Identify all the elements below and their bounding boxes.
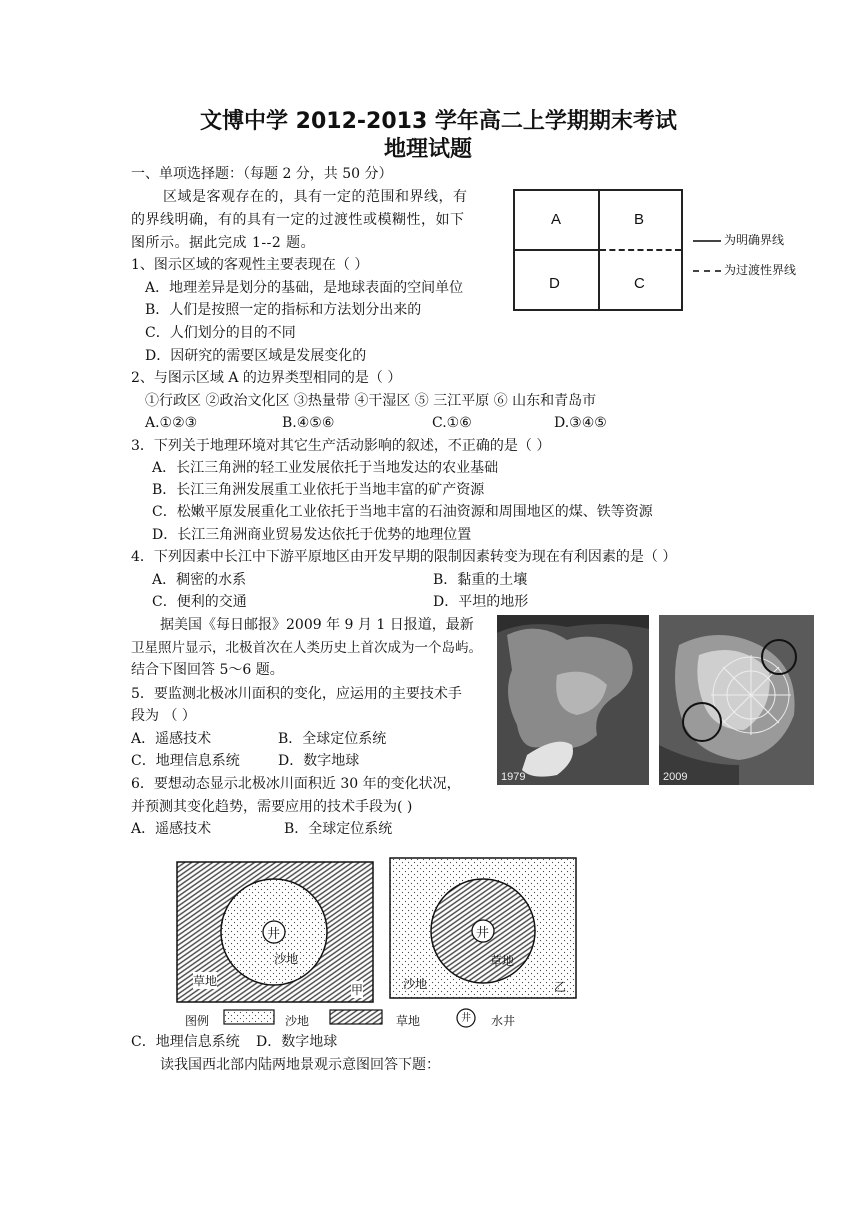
q3-option-d: D．长江三角洲商业贸易发达依托于优势的地理位置 <box>152 527 472 543</box>
q1-option-d: D．因研究的需要区域是发展变化的 <box>145 348 367 364</box>
legend-grass-swatch <box>330 1010 382 1024</box>
exam-subtitle: 地理试题 <box>384 137 473 162</box>
legend-dashed-label: 为过渡性界线 <box>724 263 797 277</box>
legend-sand-swatch <box>224 1010 274 1024</box>
q3-stem: 3．下列关于地理环境对其它生产活动影响的叙述，不正确的是（ ） <box>131 438 551 454</box>
intro2-line: 结合下图回答 5～6 题。 <box>131 662 284 678</box>
jia-inner-label: 沙地 <box>274 952 299 966</box>
region-label-a: A <box>551 211 562 228</box>
yi-well-label: 井 <box>476 926 490 941</box>
q3-option-b: B．长江三角洲发展重工业依托于当地丰富的矿产资源 <box>152 482 485 498</box>
legend-solid-label: 为明确界线 <box>724 233 785 247</box>
q4-option-c: C．便利的交通 <box>152 594 247 610</box>
q1-option-b: B．人们是按照一定的指标和方法划分出来的 <box>145 302 422 318</box>
q4-stem: 4．下列因素中长江中下游平原地区由开发早期的限制因素转变为现在有利因素的是（ ） <box>131 549 677 565</box>
jia-outer-label: 草地 <box>193 974 218 988</box>
q3-option-a: A．长江三角洲的轻工业发展依托于当地发达的农业基础 <box>152 460 499 476</box>
q2-option-a: A.①②③ <box>145 415 198 431</box>
intro1-line: 区域是客观存在的，具有一定的范围和界线，有 <box>163 189 468 205</box>
intro1-line: 的界线明确，有的具有一定的过渡性或模糊性，如下 <box>131 212 465 228</box>
intro2-line: 据美国《每日邮报》2009 年 9 月 1 日报道，最新 <box>160 617 474 633</box>
q5-option-a: A．遥感技术 <box>131 731 212 747</box>
region-diagram <box>513 189 683 311</box>
region-label-d: D <box>549 275 560 292</box>
legend-solid-line <box>693 240 721 242</box>
closing-prompt: 读我国西北部内陆两地景观示意图回答下题： <box>160 1057 440 1073</box>
legend-well-label: 水井 <box>491 1014 516 1028</box>
photo-year-2009: 2009 <box>663 771 688 783</box>
q6-stem-cont: 并预测其变化趋势，需要应用的技术手段为( ) <box>131 799 413 815</box>
legend-dashed-line <box>693 270 721 272</box>
legend-well-symbol: 井 <box>461 1013 471 1024</box>
intro2-line: 卫星照片显示，北极首次在人类历史上首次成为一个岛屿。 <box>131 640 482 656</box>
landscape-figure <box>170 852 590 1037</box>
q6-option-a: A．遥感技术 <box>131 821 212 837</box>
q6-option-c: C．地理信息系统 <box>131 1034 240 1050</box>
q6-option-d: D．数字地球 <box>256 1034 338 1050</box>
jia-tag: 甲 <box>351 983 364 997</box>
q6-option-b: B．全球定位系统 <box>284 821 393 837</box>
exam-title: 文博中学 2012-2013 学年高二上学期期末考试 <box>200 109 677 134</box>
q3-option-c: C．松嫩平原发展重化工业依托于当地丰富的石油资源和周围地区的煤、铁等资源 <box>152 504 653 520</box>
q2-items: ①行政区 ②政治文化区 ③热量带 ④干湿区 ⑤ 三江平原 ⑥ 山东和青岛市 <box>145 393 597 409</box>
region-label-c: C <box>634 275 645 292</box>
arctic-photo-1979 <box>497 615 649 785</box>
q2-option-c: C.①⑥ <box>432 415 472 431</box>
q5-option-c: C．地理信息系统 <box>131 753 240 769</box>
q5-option-b: B．全球定位系统 <box>278 731 387 747</box>
legend-grass-label: 草地 <box>396 1014 421 1028</box>
q2-option-d: D.③④⑤ <box>554 415 607 431</box>
q2-stem: 2、与图示区域 A 的边界类型相同的是（ ） <box>131 370 402 386</box>
q4-option-b: B．黏重的土壤 <box>433 572 528 588</box>
yi-inner-label: 草地 <box>490 954 515 968</box>
region-label-b: B <box>634 211 645 228</box>
legend-sand-label: 沙地 <box>285 1014 310 1028</box>
legend-title: 图例 <box>185 1014 210 1028</box>
q4-option-d: D．平坦的地形 <box>433 594 529 610</box>
q1-stem: 1、图示区域的客观性主要表现在（ ） <box>131 257 369 273</box>
q1-option-c: C．人们划分的目的不同 <box>145 325 296 341</box>
arctic-photo-2009 <box>659 615 814 785</box>
intro1-line: 图所示。据此完成 1--2 题。 <box>131 235 316 251</box>
section-heading: 一、单项选择题：（每题 2 分，共 50 分） <box>131 166 393 182</box>
q5-stem: 5．要监测北极冰川面积的变化，应运用的主要技术手 <box>131 686 462 702</box>
q5-stem-cont: 段为 （ ） <box>131 708 196 724</box>
yi-outer-label: 沙地 <box>403 977 428 991</box>
jia-well-label: 井 <box>267 927 281 942</box>
yi-tag: 乙 <box>554 980 567 994</box>
q5-option-d: D．数字地球 <box>278 753 360 769</box>
q6-stem: 6．要想动态显示北极冰川面积近 30 年的变化状况， <box>131 776 461 792</box>
photo-year-1979: 1979 <box>501 771 526 783</box>
q2-option-b: B.④⑤⑥ <box>282 415 335 431</box>
q4-option-a: A．稠密的水系 <box>152 572 247 588</box>
q1-option-a: A．地理差异是划分的基础，是地球表面的空间单位 <box>145 280 464 296</box>
